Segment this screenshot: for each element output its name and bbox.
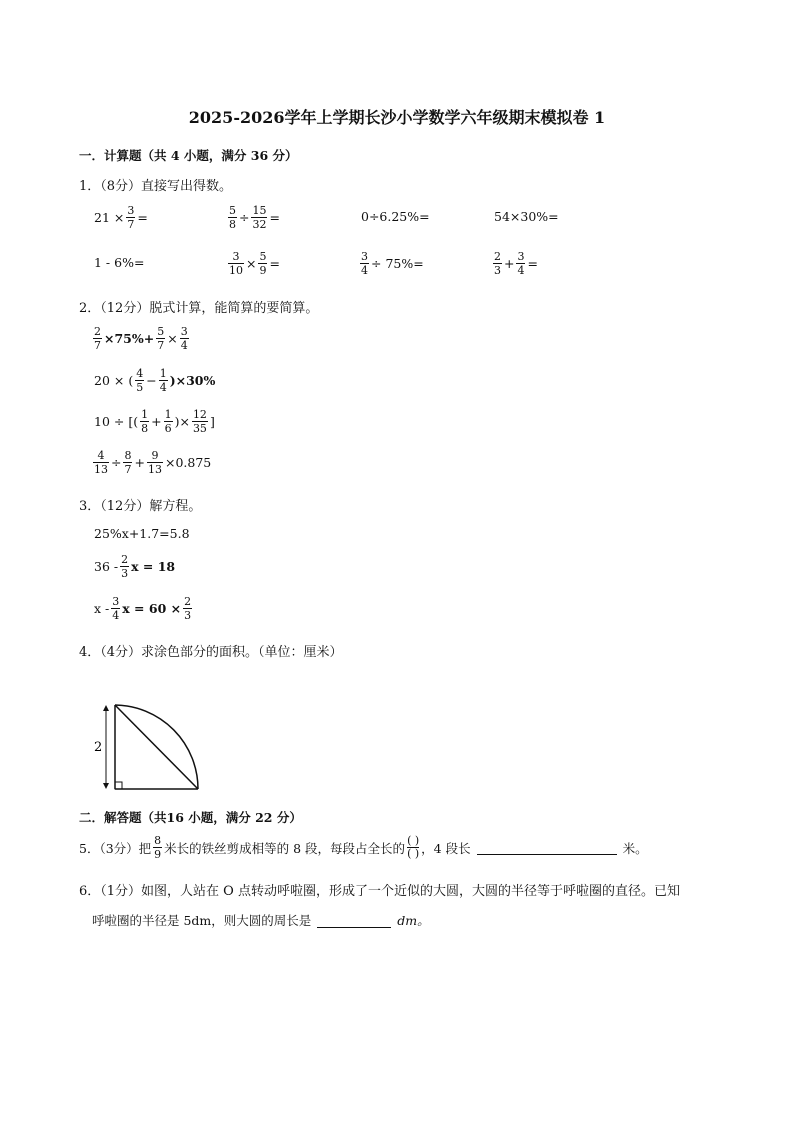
- fraction: $\frac{5}{7}$: [157, 325, 165, 352]
- q2-e3-pre: 10 ÷ [(: [94, 414, 139, 429]
- answer-blank[interactable]: [317, 913, 391, 928]
- fraction-blank[interactable]: $\frac{( )}{( )}$: [407, 834, 420, 860]
- fraction: $\frac{2}{3}$: [121, 553, 129, 580]
- fraction: $\frac{12}{35}$: [192, 408, 207, 435]
- figure-chord: [115, 705, 198, 789]
- equals-sign: =: [269, 256, 280, 271]
- q1-item-1: [94, 204, 148, 231]
- fraction: $\frac{9}{13}$: [147, 449, 162, 476]
- q1-item-8: [491, 250, 538, 277]
- fraction: $\frac{1}{8}$: [141, 408, 149, 435]
- fraction: $\frac{15}{32}$: [252, 204, 267, 231]
- q5-unit: 米。: [622, 840, 648, 856]
- question-6-line-1: 6．（1分）如图，人站在 O 点转动呼啦圈，形成了一个近似的大圆，大圆的半径等于呼啦圈的直径。已知: [79, 884, 680, 899]
- operator: ×: [167, 331, 178, 346]
- fraction: $\frac{3}{7}$: [127, 204, 135, 231]
- q5-middle: 米长的铁丝剪成相等的 8 段，每段占全长的: [164, 840, 406, 856]
- question-5: [79, 834, 648, 861]
- q3-eq2-post: x = 18: [131, 559, 176, 574]
- q1-item-1-lhs: 21 ×: [94, 210, 125, 225]
- fraction: $\frac{8}{9}$: [154, 834, 162, 861]
- fraction: $\frac{3}{10}$: [229, 250, 243, 277]
- fraction: $\frac{3}{4}$: [180, 325, 188, 352]
- arrow-up-icon: [103, 705, 109, 711]
- q2-expression-4: [91, 449, 211, 476]
- arrow-down-icon: [103, 783, 109, 789]
- fraction: $\frac{1}{6}$: [164, 408, 172, 435]
- q2-expression-2: [94, 367, 215, 394]
- operator: ×: [246, 256, 257, 271]
- fraction: $\frac{5}{9}$: [259, 250, 267, 277]
- fraction: $\frac{3}{4}$: [361, 250, 368, 277]
- q2-e3-post: ]: [209, 414, 215, 429]
- q1-item-7-rest: ÷ 75%=: [371, 256, 424, 271]
- equals-sign: =: [269, 210, 280, 225]
- question-6-line-2: [92, 911, 430, 929]
- operator: ÷: [239, 210, 250, 225]
- q2-expression-3: [94, 408, 215, 435]
- fraction: $\frac{2}{3}$: [184, 595, 192, 622]
- figure-label: 2: [94, 740, 103, 755]
- right-angle-marker: [115, 782, 122, 789]
- fraction: $\frac{2}{7}$: [94, 325, 101, 352]
- section-heading-1: 一．计算题（共 4 小题，满分 36 分）: [79, 148, 298, 163]
- question-3-stem: 3．（12分）解方程。: [79, 499, 202, 514]
- q1-item-7: [358, 250, 424, 277]
- q3-equation-3: [94, 595, 194, 622]
- fraction: $\frac{8}{7}$: [124, 449, 132, 476]
- q3-equation-2: [94, 553, 175, 580]
- q1-item-6: [226, 250, 280, 277]
- question-1-stem: 1．（8分）直接写出得数。: [79, 179, 233, 194]
- q3-equation-1: 25%x+1.7=5.8: [94, 526, 190, 541]
- q2-e2-post: )×30%: [169, 373, 216, 388]
- q6-unit: dm。: [397, 913, 430, 928]
- q5-after: ，4 段长: [421, 840, 471, 856]
- operator: +: [504, 256, 515, 271]
- q3-eq3-pre: x -: [94, 601, 110, 616]
- q2-e4-post: ×0.875: [164, 455, 212, 470]
- section-heading-2: 二．解答题（共16 小题，满分 22 分）: [79, 810, 302, 825]
- fraction: $\frac{2}{3}$: [494, 250, 501, 277]
- q2-e3-mid: )×: [174, 414, 190, 429]
- fraction: $\frac{1}{4}$: [159, 367, 167, 394]
- q3-eq2-pre: 36 -: [94, 559, 119, 574]
- q5-prefix: 5．（3分）把: [79, 840, 152, 856]
- fraction: $\frac{4}{13}$: [94, 449, 108, 476]
- quarter-circle-figure: [90, 697, 220, 797]
- operator: ÷: [111, 455, 122, 470]
- q1-item-5: 1 - 6%=: [94, 255, 145, 270]
- q6-line2-text: 呼啦圈的半径是 5dm，则大圆的周长是: [92, 913, 312, 928]
- equals-sign: =: [527, 256, 538, 271]
- fraction: $\frac{3}{4}$: [112, 595, 120, 622]
- equals-sign: =: [137, 210, 148, 225]
- page-title: 2025-2026学年上学期长沙小学数学六年级期末模拟卷 1: [188, 108, 606, 127]
- q1-item-4: 54×30%=: [494, 209, 559, 224]
- answer-blank[interactable]: [477, 840, 617, 855]
- operator: −: [146, 373, 157, 388]
- q1-item-3: 0÷6.25%=: [361, 209, 430, 224]
- question-2-stem: 2．（12分）脱式计算，能简算的要简算。: [79, 301, 319, 316]
- fraction: $\frac{3}{4}$: [517, 250, 525, 277]
- fraction: $\frac{4}{5}$: [136, 367, 144, 394]
- operator: +: [134, 455, 145, 470]
- q3-eq3-mid: x = 60 ×: [122, 601, 182, 616]
- q2-expression-1: [91, 325, 191, 352]
- q2-e2-pre: 20 × (: [94, 373, 134, 388]
- fraction: $\frac{5}{8}$: [229, 204, 236, 231]
- question-4-stem: 4．（4分）求涂色部分的面积。（单位：厘米）: [79, 645, 343, 660]
- q2-e1-mid: ×75%+: [104, 331, 155, 346]
- q1-item-2: [226, 204, 280, 231]
- operator: +: [151, 414, 162, 429]
